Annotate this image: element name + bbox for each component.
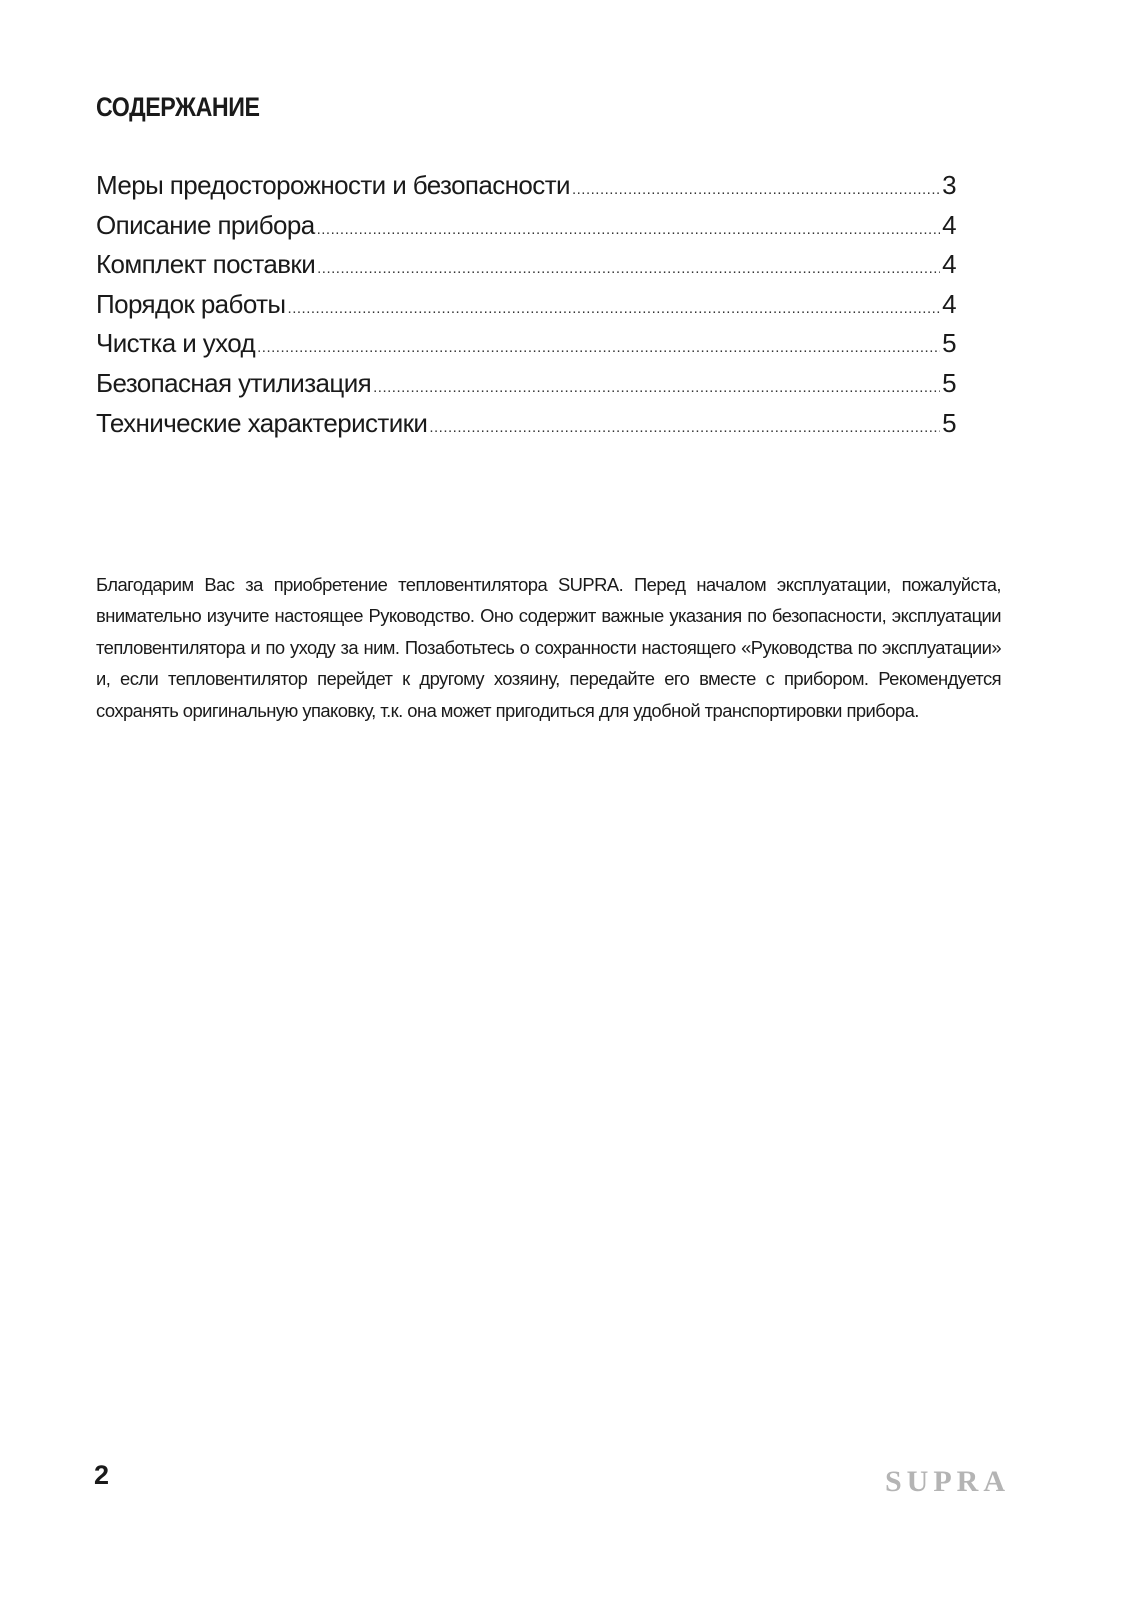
toc-item-page: 5 — [942, 367, 956, 398]
toc-item-page: 4 — [942, 209, 956, 240]
toc-item-label: Технические характеристики — [96, 407, 428, 438]
toc-item-page: 5 — [942, 328, 956, 359]
toc-item-label: Меры предосторожности и безопасности — [96, 170, 570, 200]
toc-dot-leader — [317, 221, 940, 238]
toc-dot-leader — [429, 419, 940, 436]
toc-item-label: Комплект поставки — [96, 249, 316, 280]
toc-dot-leader — [257, 339, 940, 356]
toc-item-safety[interactable] — [96, 170, 956, 210]
intro-paragraph: Благодарим Вас за приобретение тепловентилятора SUPRA. Перед началом эксплуатации, пожалуйста, внимательно изучите настоящее Руководство. Оно содержит важные указания по безопасности, эксплуатации тепловентилятора и по уходу за ним. Позаботьтесь о сохранности настоящего «Руководства по эксплуатации» и, если тепловентилятор перейдет к другому хозяину, передайте его вместе с прибором. Рекомендуется сохранять оригинальную упаковку, т.к. она может пригодиться для удобной транспортировки прибора. — [96, 574, 1001, 721]
toc-item-label: Порядок работы — [96, 288, 286, 319]
toc-item-page: 4 — [942, 288, 956, 319]
toc-item-package[interactable] — [96, 249, 956, 289]
toc-item-label: Безопасная утилизация — [96, 367, 372, 398]
toc-item-specifications[interactable] — [96, 408, 956, 448]
table-of-contents — [96, 170, 956, 447]
page-title: СОДЕРЖАНИЕ — [96, 92, 260, 122]
toc-item-page: 4 — [942, 249, 956, 280]
toc-dot-leader — [317, 260, 940, 277]
toc-dot-leader — [572, 181, 940, 198]
toc-item-operation[interactable] — [96, 289, 956, 329]
toc-item-description[interactable] — [96, 210, 956, 250]
toc-item-label: Чистка и уход — [96, 328, 256, 359]
brand-logo: SUPRA — [884, 1465, 1010, 1498]
toc-dot-leader — [288, 300, 940, 317]
toc-item-page: 3 — [942, 170, 956, 200]
page-number: 2 — [94, 1460, 110, 1490]
toc-dot-leader — [373, 379, 940, 396]
toc-item-cleaning[interactable] — [96, 328, 956, 368]
toc-item-label: Описание прибора — [96, 209, 315, 240]
toc-item-disposal[interactable] — [96, 368, 956, 408]
toc-item-page: 5 — [942, 407, 956, 438]
